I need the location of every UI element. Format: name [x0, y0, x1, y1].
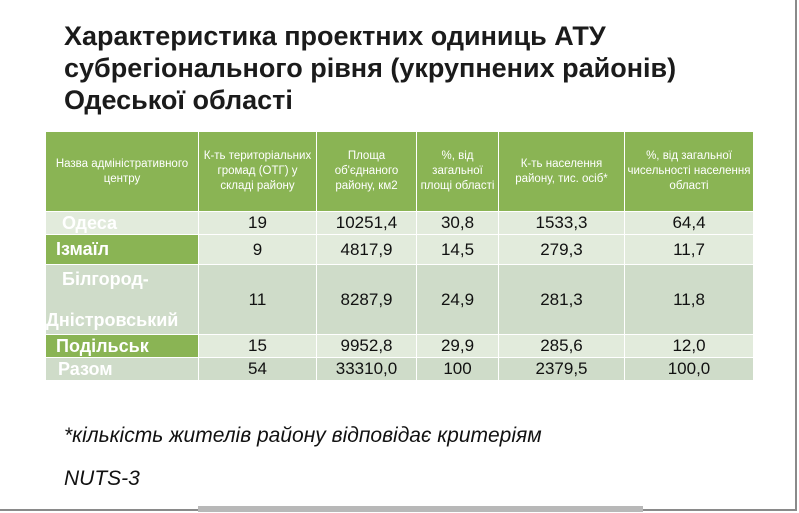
- header-population-pct: %, від загальної чисельності населення області: [625, 132, 754, 212]
- row-population-pct: 100,0: [625, 358, 754, 381]
- footnote-nuts: NUTS-3: [64, 467, 140, 490]
- row-communities: 15: [199, 335, 317, 358]
- row-population: 1533,3: [499, 212, 625, 235]
- row-population-pct: 12,0: [625, 335, 754, 358]
- footnote: *кількість жителів району відповідає критеріям: [64, 424, 542, 447]
- row-area: 10251,4: [317, 212, 417, 235]
- table-row: [46, 235, 754, 265]
- row-population: 281,3: [499, 265, 625, 335]
- header-population: К-ть населення району, тис. осіб*: [499, 132, 625, 212]
- row-area-pct: 30,8: [417, 212, 499, 235]
- row-name: [46, 265, 199, 335]
- row-area: 33310,0: [317, 358, 417, 381]
- row-communities: 9: [199, 235, 317, 265]
- header-area-pct: %, від загальної площі області: [417, 132, 499, 212]
- row-area-pct: 29,9: [417, 335, 499, 358]
- header-center-name: Назва адміністративного центру: [46, 132, 199, 212]
- row-communities: 54: [199, 358, 317, 381]
- row-name: Ізмаїл: [46, 235, 199, 265]
- row-name: Одеса: [46, 212, 199, 235]
- row-name-part2: Дністровський: [46, 310, 179, 330]
- row-population-pct: 64,4: [625, 212, 754, 235]
- row-name: Подільськ: [46, 335, 199, 358]
- header-communities: К-ть територіальних громад (ОТГ) у складі району: [199, 132, 317, 212]
- row-population: 279,3: [499, 235, 625, 265]
- row-communities: 11: [199, 265, 317, 335]
- slide-title: Характеристика проектних одиниць АТУ субрегіонального рівня (укрупнених районів) Одеської області: [64, 21, 677, 115]
- row-population-pct: 11,8: [625, 265, 754, 335]
- row-area: 8287,9: [317, 265, 417, 335]
- table-row: [46, 265, 754, 335]
- table-header-row: [46, 132, 754, 212]
- row-area-pct: 14,5: [417, 235, 499, 265]
- row-area: 4817,9: [317, 235, 417, 265]
- row-area-pct: 24,9: [417, 265, 499, 335]
- row-population: 2379,5: [499, 358, 625, 381]
- row-communities: 19: [199, 212, 317, 235]
- row-name: Разом: [46, 358, 199, 381]
- table-row: [46, 212, 754, 235]
- row-name-part1: Білгород-: [62, 269, 149, 289]
- bottom-shadow: [198, 506, 643, 512]
- row-population: 285,6: [499, 335, 625, 358]
- table-row-total: [46, 358, 754, 381]
- header-area: Площа об'єднаного району, км2: [317, 132, 417, 212]
- districts-table: [45, 131, 754, 381]
- table-row: [46, 335, 754, 358]
- row-area-pct: 100: [417, 358, 499, 381]
- row-area: 9952,8: [317, 335, 417, 358]
- row-population-pct: 11,7: [625, 235, 754, 265]
